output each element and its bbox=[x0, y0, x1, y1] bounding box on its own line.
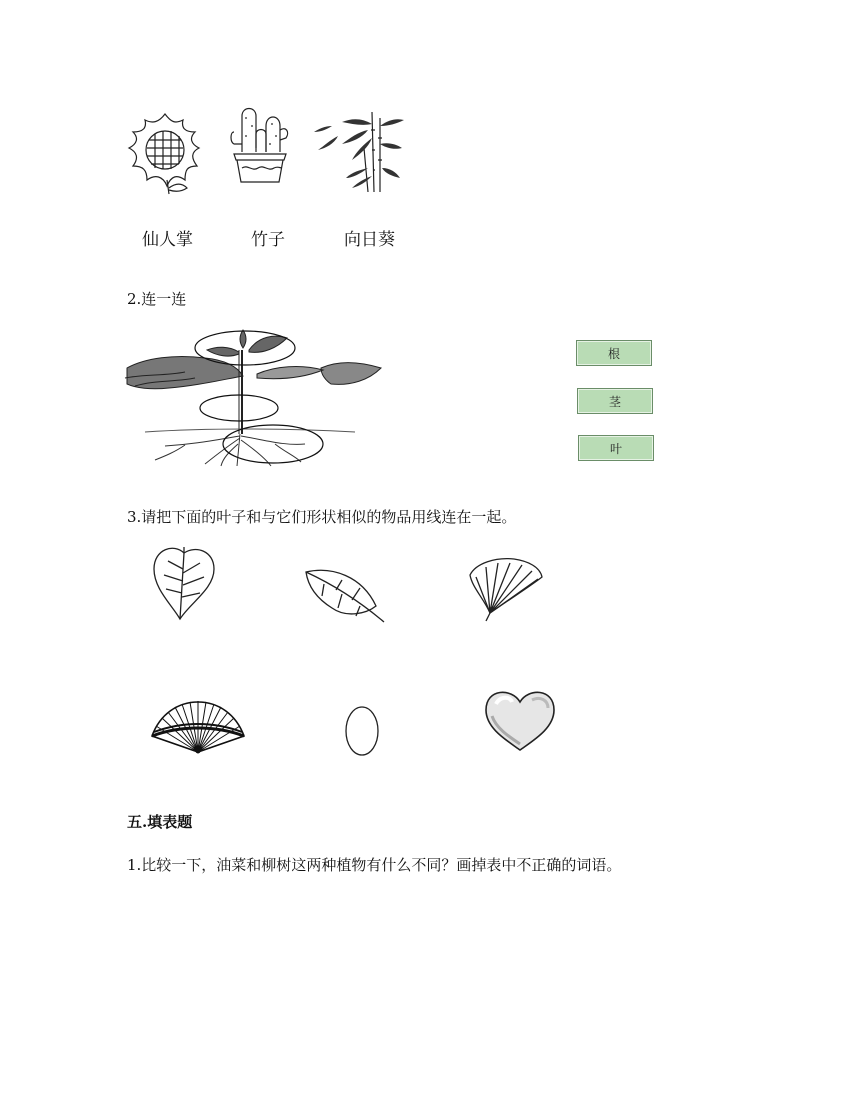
tag-leaf[interactable]: 叶 bbox=[578, 435, 654, 461]
bamboo-icon bbox=[312, 108, 404, 194]
egg-icon bbox=[344, 703, 384, 757]
heart-icon bbox=[482, 688, 558, 752]
section-5-title: 五.填表题 bbox=[127, 813, 193, 831]
question-3-title: 3.请把下面的叶子和与它们形状相似的物品用线连在一起。 bbox=[127, 508, 517, 526]
plant-label-3: 向日葵 bbox=[344, 230, 395, 250]
section-5-question-1: 1.比较一下，油菜和柳树这两种植物有什么不同？画掉表中不正确的词语。 bbox=[127, 856, 622, 874]
plant-label-1: 仙人掌 bbox=[142, 230, 193, 250]
sunflower-icon bbox=[125, 108, 205, 194]
ginkgo-leaf-icon bbox=[466, 555, 546, 621]
plant-label-2: 竹子 bbox=[251, 230, 285, 250]
plant-structure-diagram bbox=[125, 328, 385, 468]
tag-stem[interactable]: 茎 bbox=[577, 388, 653, 414]
cactus-icon bbox=[228, 102, 292, 184]
fan-icon bbox=[148, 696, 246, 756]
heart-leaf-icon bbox=[150, 545, 220, 625]
tag-root[interactable]: 根 bbox=[576, 340, 652, 366]
question-2-title: 2.连一连 bbox=[127, 290, 187, 308]
oval-leaf-icon bbox=[302, 566, 386, 624]
